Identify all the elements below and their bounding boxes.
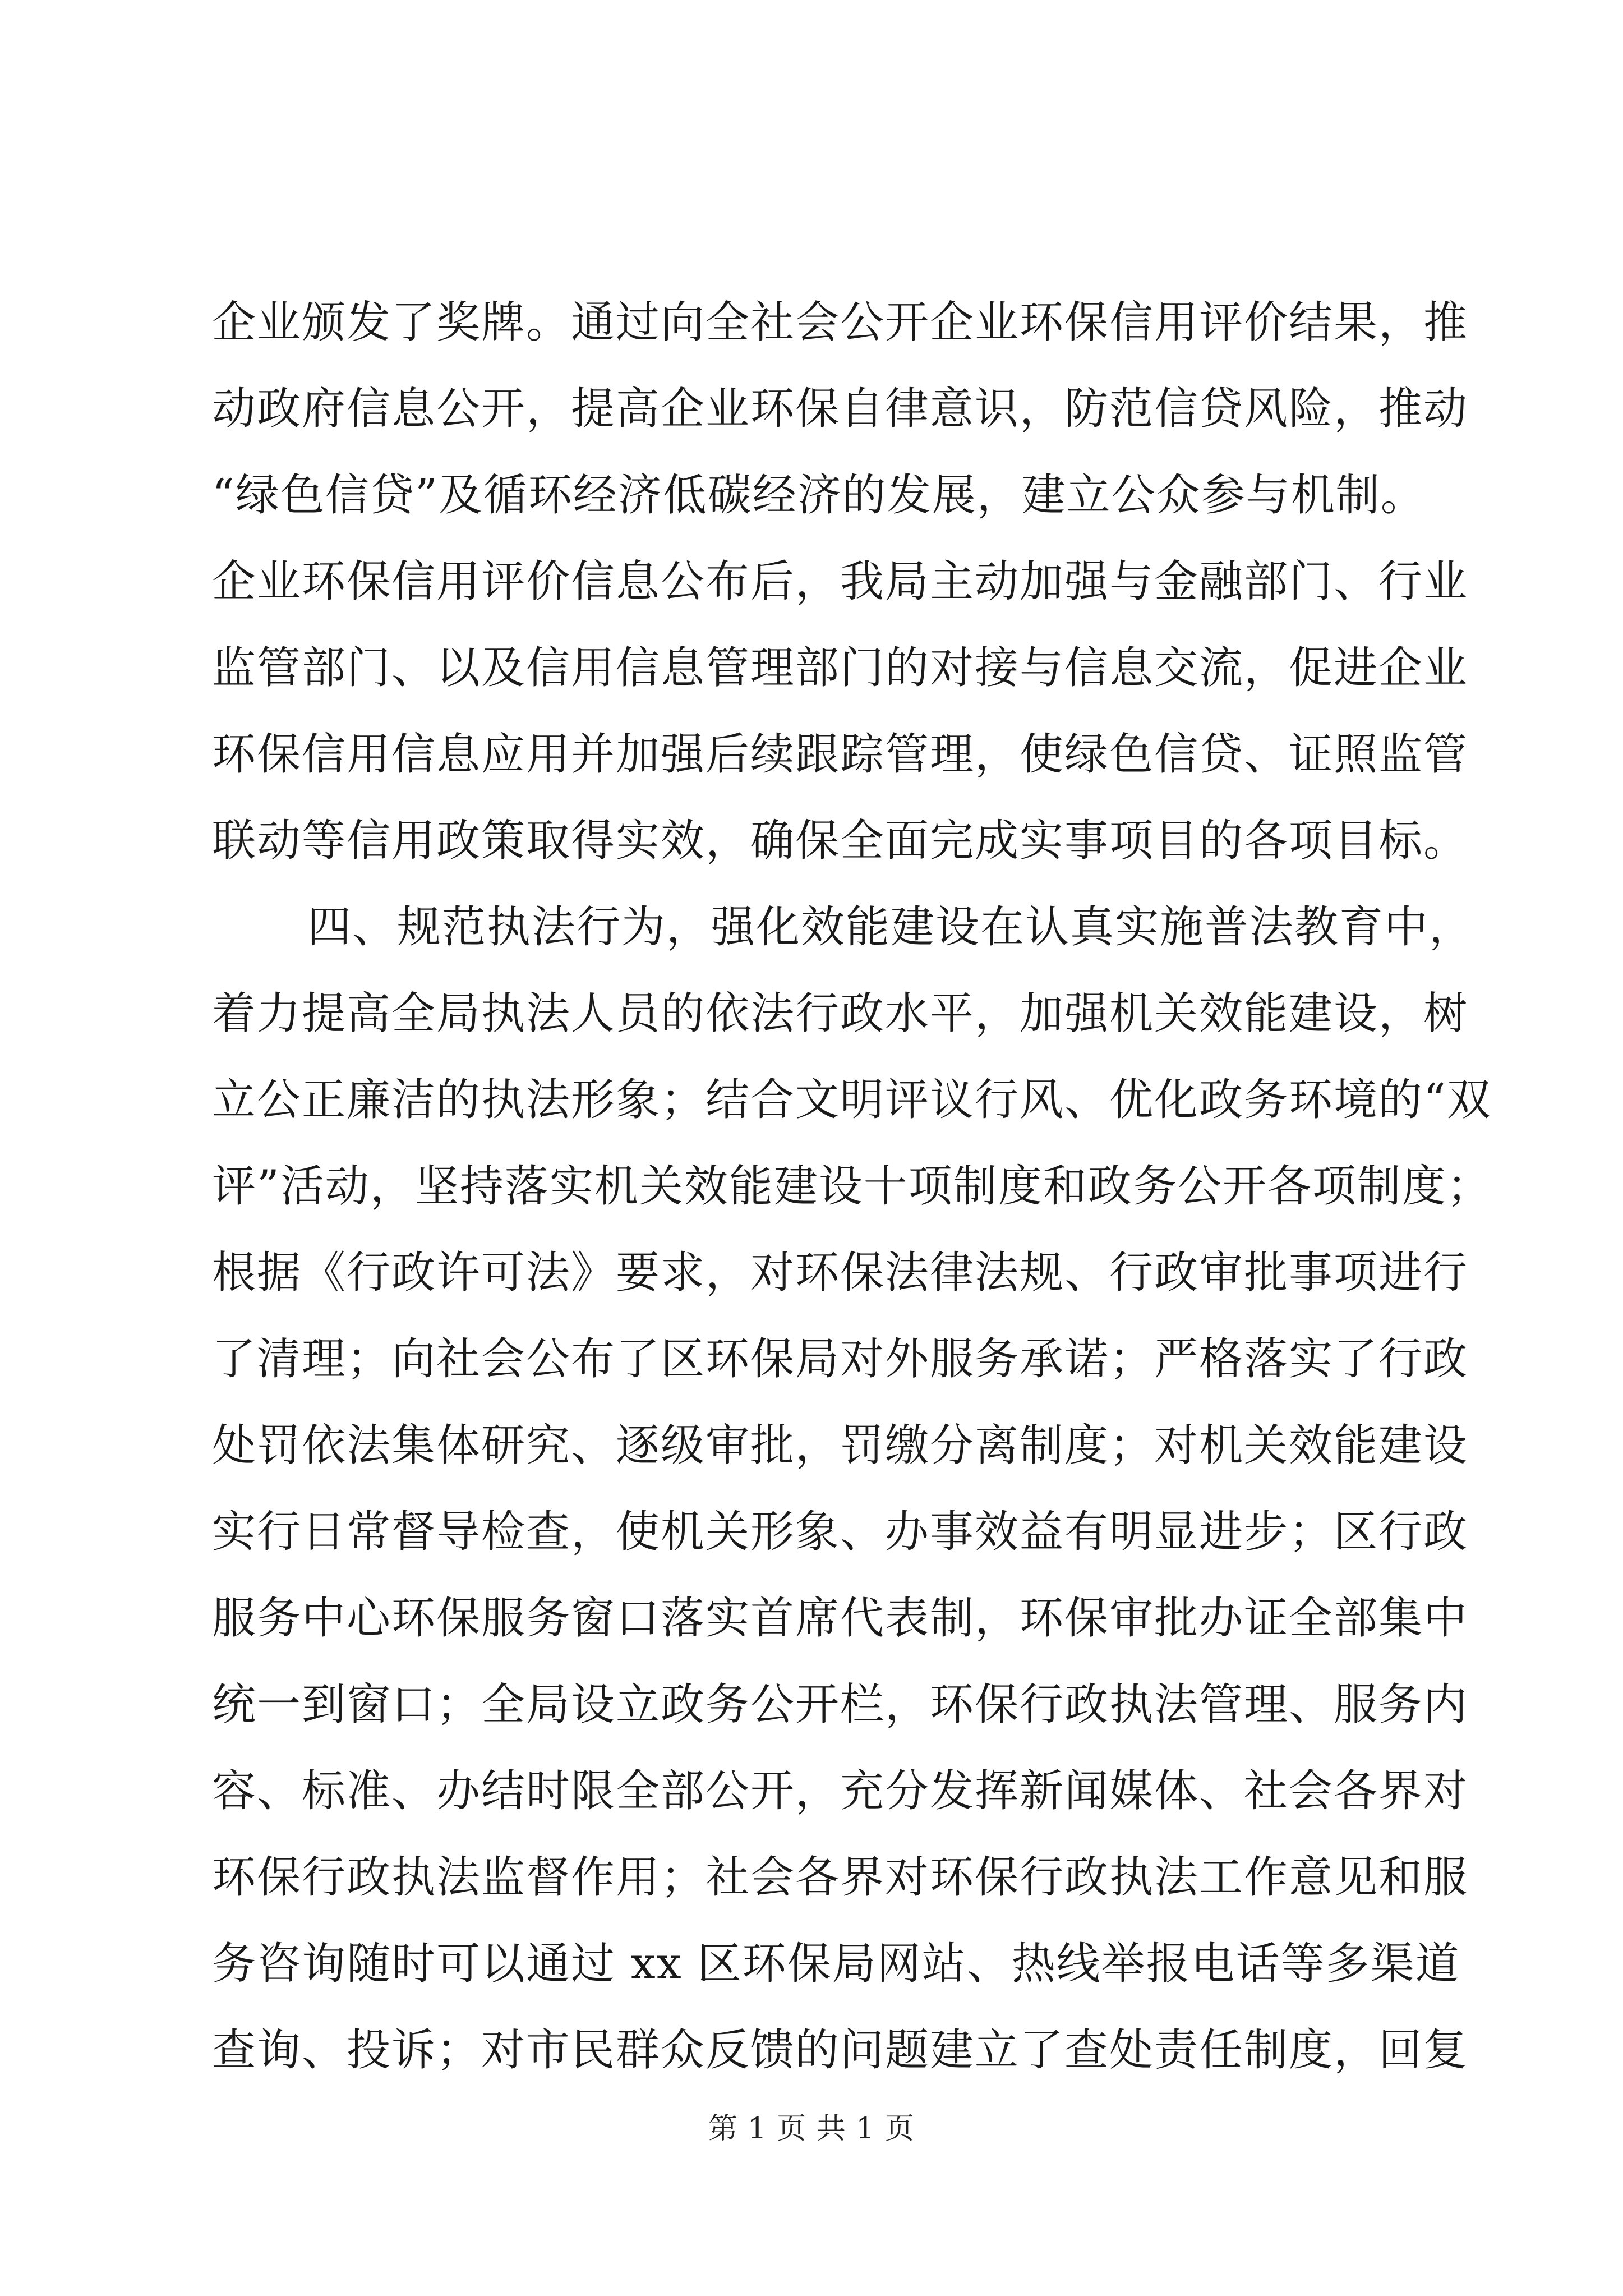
text-line: 统一到窗口；全局设立政务公开栏，环保行政执法管理、服务内 — [212, 1680, 1469, 1730]
text-line: 了清理；向社会公布了区环保局对外服务承诺；严格落实了行政 — [212, 1334, 1469, 1384]
text-line: “绿色信贷”及循环经济低碳经济的发展，建立公众参与机制。 — [212, 470, 1426, 521]
text-line: 服务中心环保服务窗口落实首席代表制，环保审批办证全部集中 — [212, 1593, 1469, 1644]
text-line: 评”活动，坚持落实机关效能建设十项制度和政务公开各项制度； — [212, 1161, 1492, 1212]
text-line: 容、标准、办结时限全部公开，充分发挥新闻媒体、社会各界对 — [212, 1766, 1469, 1816]
text-line: 处罚依法集体研究、逐级审批，罚缴分离制度；对机关效能建设 — [212, 1420, 1469, 1471]
text-line: 环保行政执法监督作用；社会各界对环保行政执法工作意见和服 — [212, 1852, 1469, 1903]
text-line: 企业环保信用评价信息公布后，我局主动加强与金融部门、行业 — [212, 556, 1469, 607]
text-line: 环保信用信息应用并加强后续跟踪管理，使绿色信贷、证照监管 — [212, 729, 1469, 780]
text-line: 企业颁发了奖牌。通过向全社会公开企业环保信用评价结果，推 — [212, 297, 1469, 348]
text-line: 查询、投诉；对市民群众反馈的问题建立了查处责任制度，回复 — [212, 2025, 1469, 2076]
text-line: 立公正廉洁的执法形象；结合文明评议行风、优化政务环境的“双 — [212, 1075, 1492, 1125]
section-heading-line: 四、规范执法行为，强化效能建设在认真实施普法教育中， — [307, 902, 1474, 953]
page-footer: 第 1 页 共 1 页 — [708, 2112, 915, 2146]
text-line: 着力提高全局执法人员的依法行政水平，加强机关效能建设，树 — [212, 988, 1469, 1039]
text-line: 实行日常督导检查，使机关形象、办事效益有明显进步；区行政 — [212, 1507, 1469, 1557]
text-line: 联动等信用政策取得实效，确保全面完成实事项目的各项目标。 — [212, 816, 1469, 866]
text-line: 动政府信息公开，提高企业环保自律意识，防范信贷风险，推动 — [212, 384, 1469, 434]
text-line: 监管部门、以及信用信息管理部门的对接与信息交流，促进企业 — [212, 643, 1469, 693]
text-line: 根据《行政许可法》要求，对环保法律法规、行政审批事项进行 — [212, 1248, 1469, 1298]
text-line: 务咨询随时可以通过 xx 区环保局网站、热线举报电话等多渠道 — [212, 1939, 1460, 1989]
